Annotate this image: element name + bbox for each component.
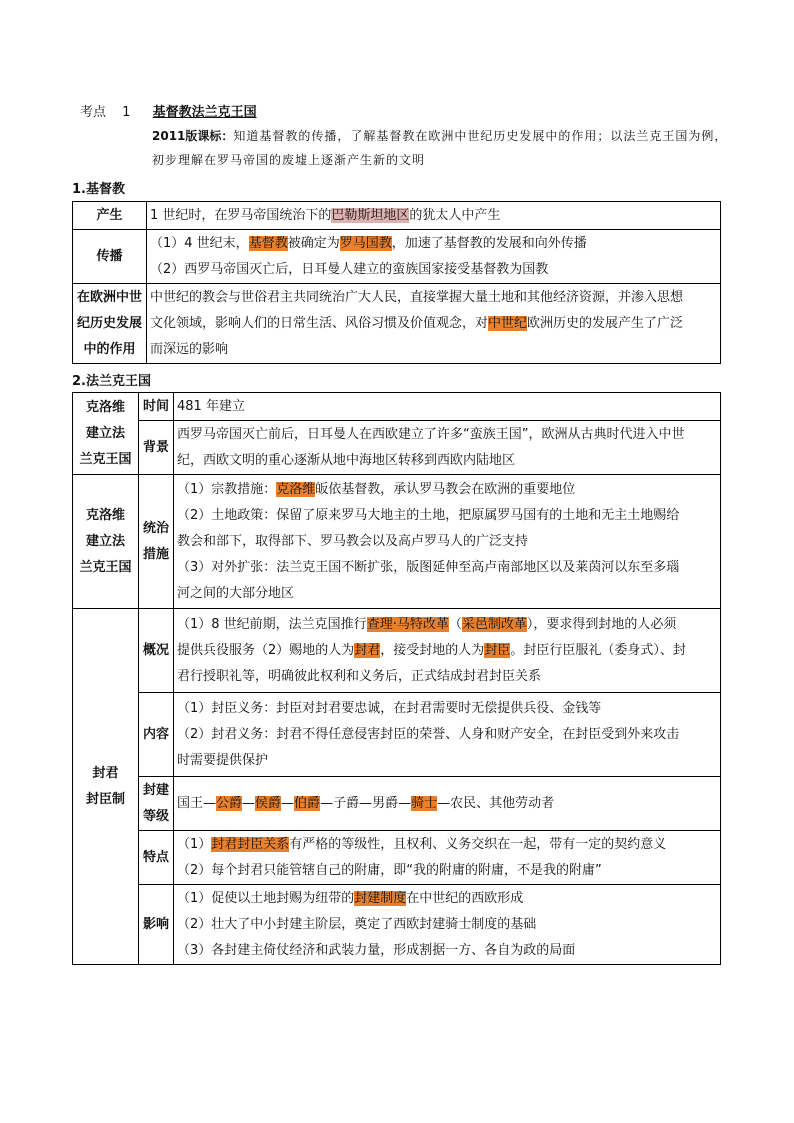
table-row — [73, 202, 721, 230]
row-label: 传播 — [73, 230, 147, 284]
table-row — [73, 693, 721, 777]
rank-content: 国王—公爵—侯爵—伯爵—子爵—男爵—骑士—农民、其他劳动者 — [174, 777, 721, 831]
table-row — [73, 609, 721, 693]
table-row — [73, 421, 721, 475]
standard-label: 2011版课标： — [152, 129, 234, 143]
highlight: 伯爵 — [294, 795, 321, 811]
christianity-table — [72, 201, 721, 364]
traits-content: （1）封君封臣关系有严格的等级性，且权利、义务交织在一起，带有一定的契约意义 （2）每个封君只能管辖自己的附庸，即“我的附庸的附庸，不是我的附庸” — [174, 831, 721, 885]
highlight: 骑士 — [411, 795, 438, 811]
table-row — [73, 230, 721, 284]
content-label: 内容 — [139, 693, 174, 777]
row-label: 在欧洲中世 纪历史发展 中的作用 — [73, 284, 147, 364]
highlight: 罗马国教 — [339, 235, 392, 251]
kaodian-label: 考点 — [80, 105, 107, 120]
section-heading-christianity: 1.基督教 — [72, 182, 125, 197]
standard-text: 知道基督教的传播，了解基督教在欧洲中世纪历史发展中的作用；以法兰克王国为例，初步理解在罗马帝国的废墟上逐渐产生新的文明 — [152, 129, 728, 167]
highlight: 封君 — [354, 642, 381, 658]
background-label: 背景 — [139, 421, 174, 475]
time-label: 时间 — [139, 393, 174, 421]
highlight: 基督教 — [248, 235, 288, 251]
highlight: 克洛维 — [276, 481, 316, 497]
rank-label: 封建 等级 — [139, 777, 174, 831]
topic-number: 1 — [122, 105, 131, 120]
section-heading-frankish: 2.法兰克王国 — [72, 374, 151, 389]
table-row — [73, 393, 721, 421]
highlight: 巴勒斯坦地区 — [331, 207, 410, 223]
topic-header — [80, 101, 257, 120]
table-row — [73, 475, 721, 609]
time-content: 481 年建立 — [174, 393, 721, 421]
highlight: 封君封臣关系 — [211, 836, 290, 852]
group-label-rule: 克洛维 建立法 兰克王国 — [73, 475, 139, 609]
traits-label: 特点 — [139, 831, 174, 885]
table-row — [73, 284, 721, 364]
row-label: 产生 — [73, 202, 147, 230]
impact-content: （1）促使以土地封赐为纽带的封建制度在中世纪的西欧形成 （2）壮大了中小封建主阶层，奠定了西欧封建骑士制度的基础 （3）各封建主倚仗经济和武装力量，形成割据一方、各自为政的局面 — [174, 885, 721, 965]
highlight: 封臣 — [484, 642, 511, 658]
row-content-role: 中世纪的教会与世俗君主共同统治广大人民，直接掌握大量土地和其他经济资源，并渗入思想 文化领域，影响人们的日常生活、风俗习惯及价值观念，对中世纪欧洲历史的发展产生了广泛 而深远的影响 — [147, 284, 721, 364]
highlight: 中世纪 — [488, 315, 528, 331]
overview-label: 概况 — [139, 609, 174, 693]
highlight: 侯爵 — [255, 795, 282, 811]
highlight: 公爵 — [216, 795, 243, 811]
group-label-feudal: 封君 封臣制 — [73, 609, 139, 965]
curriculum-standard — [152, 124, 732, 172]
overview-content: （1）8 世纪前期，法兰克国推行查理·马特改革（采邑制改革），要求得到封地的人必须 提供兵役服务（2）赐地的人为封君，接受封地的人为封臣。封臣行臣服礼（委身式）、封 君行授职礼等，明确彼此权利和义务后，正式结成封君封臣关系 — [174, 609, 721, 693]
impact-label: 影响 — [139, 885, 174, 965]
highlight: 采邑制改革 — [461, 616, 527, 632]
table-row — [73, 831, 721, 885]
highlight: 查理·马特改革 — [366, 616, 449, 632]
table-row — [73, 777, 721, 831]
content-content: （1）封臣义务：封臣对封君要忠诚，在封君需要时无偿提供兵役、金钱等 （2）封君义务：封君不得任意侵害封臣的荣誉、人身和财产安全，在封臣受到外来攻击 时需要提供保护 — [174, 693, 721, 777]
measures-content: （1）宗教措施：克洛维皈依基督教，承认罗马教会在欧洲的重要地位 （2）土地政策：保留了原来罗马大地主的土地，把原属罗马国有的土地和无主土地赐给 教会和部下，取得部下、罗马教会以及高卢罗马人的广泛支持 （3）对外扩张：法兰克王国不断扩张，版图延伸至高卢南部地区以及莱茵河以东至多瑙 河之间的大部分地区 — [174, 475, 721, 609]
background-content: 西罗马帝国灭亡前后，日耳曼人在西欧建立了许多“蛮族王国”，欧洲从古典时代进入中世 纪，西欧文明的重心逐渐从地中海地区转移到西欧内陆地区 — [174, 421, 721, 475]
highlight: 封建制度 — [354, 890, 407, 906]
row-content-origin: 1 世纪时，在罗马帝国统治下的巴勒斯坦地区的犹太人中产生 — [147, 202, 721, 230]
group-label-founding: 克洛维 建立法 兰克王国 — [73, 393, 139, 475]
frankish-table — [72, 392, 721, 965]
measures-label: 统治 措施 — [139, 475, 174, 609]
row-content-spread: （1）4 世纪末，基督教被确定为罗马国教，加速了基督教的发展和向外传播 （2）西罗马帝国灭亡后，日耳曼人建立的蛮族国家接受基督教为国教 — [147, 230, 721, 284]
topic-title: 基督教法兰克王国 — [152, 105, 257, 120]
table-row — [73, 885, 721, 965]
